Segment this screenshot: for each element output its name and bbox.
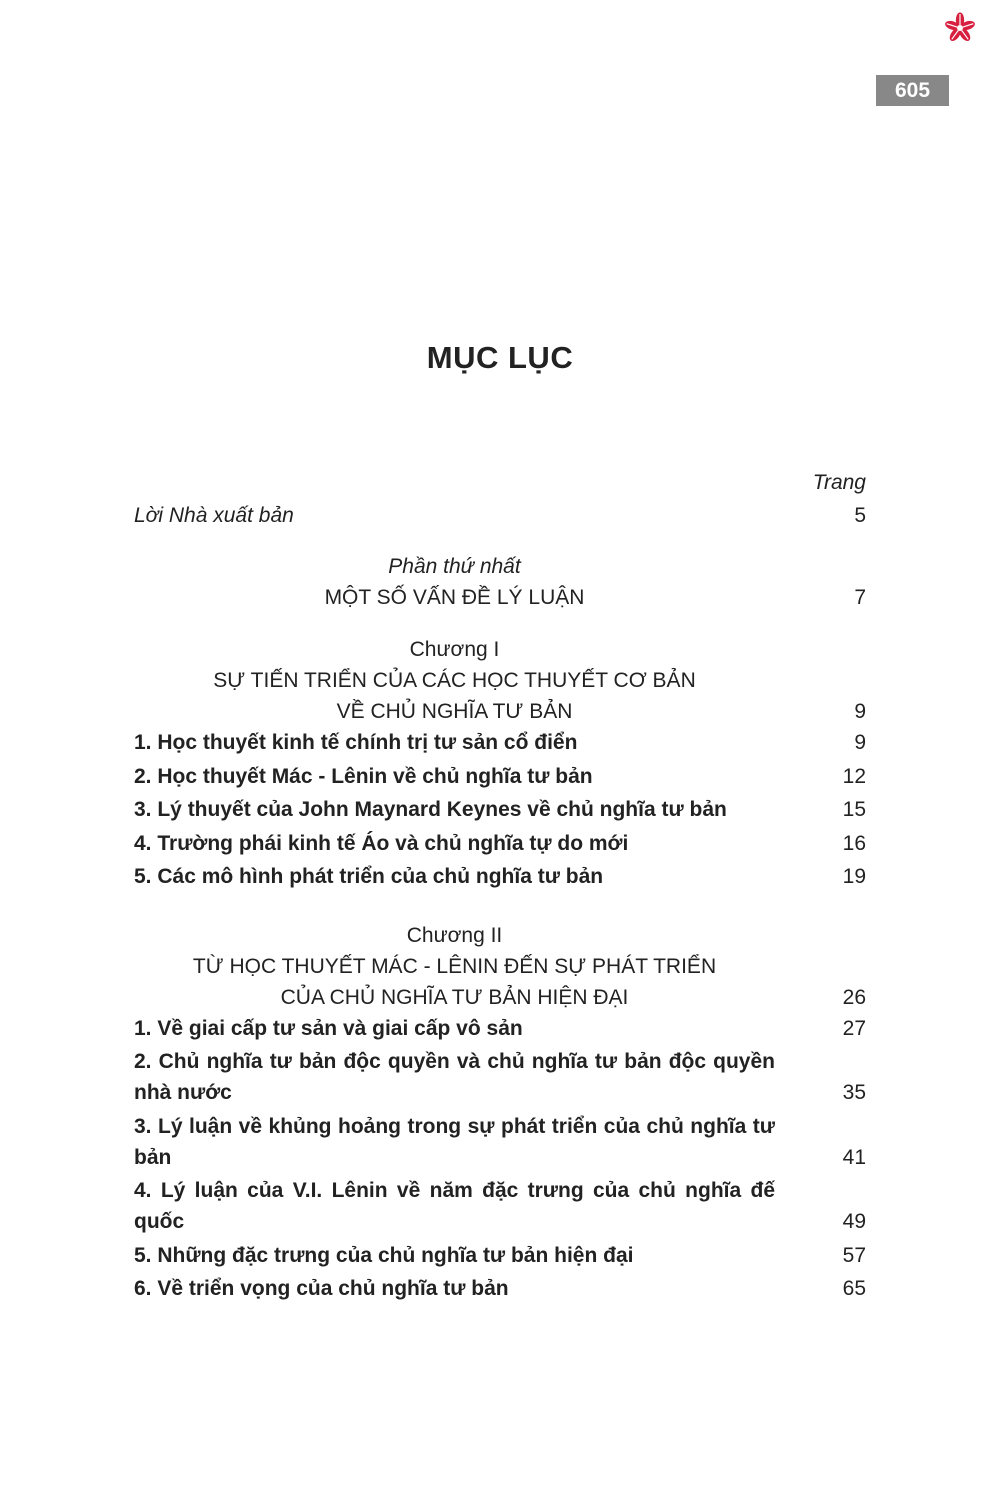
toc-entry-title: 2. Học thuyết Mác - Lênin về chủ nghĩa tư bản: [134, 764, 593, 788]
table-of-contents: [134, 466, 866, 1307]
toc-entry-page: 7: [854, 586, 866, 609]
toc-entry[interactable]: [134, 794, 866, 825]
toc-entry[interactable]: [134, 1273, 866, 1304]
toc-entry[interactable]: [134, 727, 866, 758]
toc-entry-title: 5. Các mô hình phát triển của chủ nghĩa tư bản: [134, 865, 604, 888]
toc-entry[interactable]: [134, 1013, 866, 1044]
toc-entry-page: 26: [842, 985, 866, 1009]
chapter-label: Chương II: [406, 923, 503, 947]
toc-entry-page: 9: [854, 700, 866, 723]
toc-entry-page: 27: [842, 1016, 866, 1040]
toc-entry-page: 12: [842, 764, 866, 788]
toc-entry-title: Lời Nhà xuất bản: [134, 504, 294, 527]
toc-entry[interactable]: [134, 828, 866, 859]
toc-entry-title: 5. Những đặc trưng của chủ nghĩa tư bản hiện đại: [134, 1243, 634, 1267]
toc-entry-title: 1. Về giai cấp tư sản và giai cấp vô sản: [134, 1016, 523, 1040]
part-title: MỘT SỐ VẤN ĐỀ LÝ LUẬN: [324, 586, 585, 609]
toc-entry-title: 4. Lý luận của V.I. Lênin về năm đặc trưng của chủ nghĩa đế quốc: [134, 1179, 775, 1233]
part-label: Phần thứ nhất: [388, 555, 521, 578]
toc-entry-page: 15: [842, 798, 866, 821]
toc-part-1[interactable]: [134, 582, 866, 613]
toc-preface[interactable]: [134, 500, 866, 531]
toc-entry-page: 49: [842, 1210, 866, 1233]
toc-entry[interactable]: [134, 1046, 866, 1108]
toc-entry-title: 2. Chủ nghĩa tư bản độc quyền và chủ nghĩa tư bản độc quyền nhà nước: [134, 1050, 775, 1104]
toc-entry-page: 35: [842, 1081, 866, 1104]
toc-entry[interactable]: [134, 1240, 866, 1271]
chapter-label: Chương I: [409, 638, 500, 661]
toc-entry-title: 3. Lý thuyết của John Maynard Keynes về chủ nghĩa tư bản: [134, 798, 727, 821]
publisher-flower-logo-icon: [944, 12, 976, 44]
toc-chapter-2[interactable]: [134, 982, 866, 1013]
page-column-label: Trang: [812, 471, 866, 494]
toc-entry-page: 5: [854, 504, 866, 527]
toc-entry-title: 3. Lý luận về khủng hoảng trong sự phát triển của chủ nghĩa tư bản: [134, 1114, 775, 1169]
chapter-title-line: VỀ CHỦ NGHĨA TƯ BẢN: [336, 700, 573, 723]
toc-chapter-1[interactable]: [134, 696, 866, 727]
toc-entry[interactable]: [134, 761, 866, 792]
toc-entry-page: 9: [854, 731, 866, 754]
page-number-badge: 605: [876, 75, 949, 106]
toc-entry-page: 41: [842, 1145, 866, 1169]
toc-entry-title: 4. Trường phái kinh tế Áo và chủ nghĩa tự do mới: [134, 831, 629, 855]
toc-entry[interactable]: [134, 1175, 866, 1237]
toc-entry-page: 57: [842, 1243, 866, 1267]
toc-entry[interactable]: [134, 861, 866, 892]
chapter-title-line: TỪ HỌC THUYẾT MÁC - LÊNIN ĐẾN SỰ PHÁT TRIỂN: [192, 954, 717, 978]
toc-entry-page: 19: [842, 865, 866, 888]
chapter-title-line: SỰ TIẾN TRIỂN CỦA CÁC HỌC THUYẾT CƠ BẢN: [213, 669, 696, 692]
toc-entry-title: 1. Học thuyết kinh tế chính trị tư sản cổ điển: [134, 731, 578, 754]
toc-entry-page: 65: [842, 1277, 866, 1300]
toc-entry-title: 6. Về triển vọng của chủ nghĩa tư bản: [134, 1277, 509, 1300]
toc-entry[interactable]: [134, 1111, 866, 1173]
toc-entry-page: 16: [842, 831, 866, 855]
page-title: MỤC LỤC: [426, 340, 574, 375]
chapter-title-line: CỦA CHỦ NGHĨA TƯ BẢN HIỆN ĐẠI: [280, 985, 629, 1009]
